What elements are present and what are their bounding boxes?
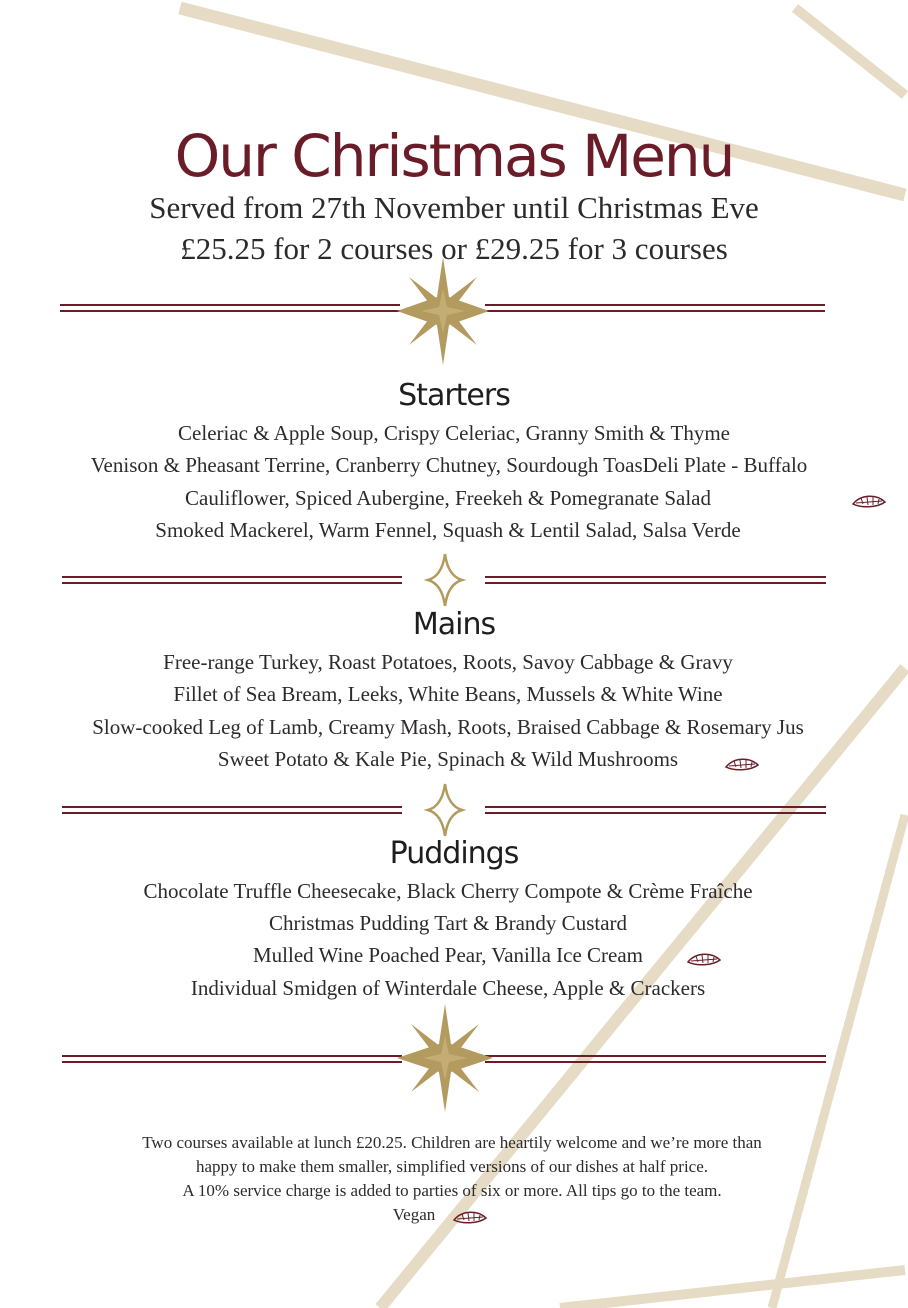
- children-note: happy to make them smaller, simplified versions of our dishes at half price.: [195, 1157, 709, 1176]
- starter-item: Celeriac & Apple Soup, Crispy Celeriac, Granny Smith & Thyme: [178, 421, 730, 445]
- vegan-key-leaf-icon: [452, 1209, 488, 1225]
- pudding-item: Chocolate Truffle Cheesecake, Black Cherry Compote & Crème Fraîche: [143, 879, 753, 903]
- puddings-heading: Puddings: [389, 836, 519, 871]
- pudding-item: Individual Smidgen of Winterdale Cheese, Apple & Crackers: [190, 976, 706, 1000]
- vegan-leaf-icon: [724, 756, 760, 772]
- main-item: Fillet of Sea Bream, Leeks, White Beans, Mussels & White Wine: [173, 682, 723, 706]
- starter-item: Cauliflower, Spiced Aubergine, Freekeh & Pomegranate Salad: [185, 486, 711, 510]
- vegan-leaf-icon: [686, 951, 722, 967]
- vegan-key-label: Vegan: [392, 1205, 436, 1224]
- page-title: Our Christmas Menu: [174, 122, 734, 190]
- main-item: Sweet Potato & Kale Pie, Spinach & Wild Mushrooms: [217, 747, 679, 771]
- main-item: Slow-cooked Leg of Lamb, Creamy Mash, Roots, Braised Cabbage & Rosemary Jus: [92, 715, 804, 739]
- service-charge-note: A 10% service charge is added to parties of six or more. All tips go to the team.: [182, 1181, 722, 1200]
- starter-item: Smoked Mackerel, Warm Fennel, Squash & Lentil Salad, Salsa Verde: [155, 518, 741, 542]
- bottom-divider: [60, 1002, 830, 1114]
- lunch-note: Two courses available at lunch £20.25. Children are heartily welcome and we’re more than: [142, 1133, 762, 1152]
- vegan-leaf-icon: [851, 493, 887, 509]
- served-dates: Served from 27th November until Christmas Eve: [149, 190, 759, 225]
- starters-heading: Starters: [398, 378, 510, 413]
- main-item: Free-range Turkey, Roast Potatoes, Roots, Savoy Cabbage & Gravy: [163, 650, 733, 674]
- compass-star-icon: [397, 257, 489, 365]
- diamond-star-icon: [428, 784, 462, 836]
- mains-heading: Mains: [412, 607, 496, 642]
- compass-star-icon: [397, 1004, 493, 1112]
- starter-item: Venison & Pheasant Terrine, Cranberry Chutney, Sourdough ToasDeli Plate - Buffalo: [90, 453, 808, 477]
- mains-divider: [60, 780, 830, 838]
- pudding-item: Christmas Pudding Tart & Brandy Custard: [268, 911, 628, 935]
- diamond-star-icon: [428, 554, 462, 606]
- pudding-item: Mulled Wine Poached Pear, Vanilla Ice Cream: [253, 943, 643, 967]
- starters-divider: [60, 550, 830, 608]
- price-line: £25.25 for 2 courses or £29.25 for 3 courses: [180, 231, 728, 266]
- top-divider: [60, 255, 830, 367]
